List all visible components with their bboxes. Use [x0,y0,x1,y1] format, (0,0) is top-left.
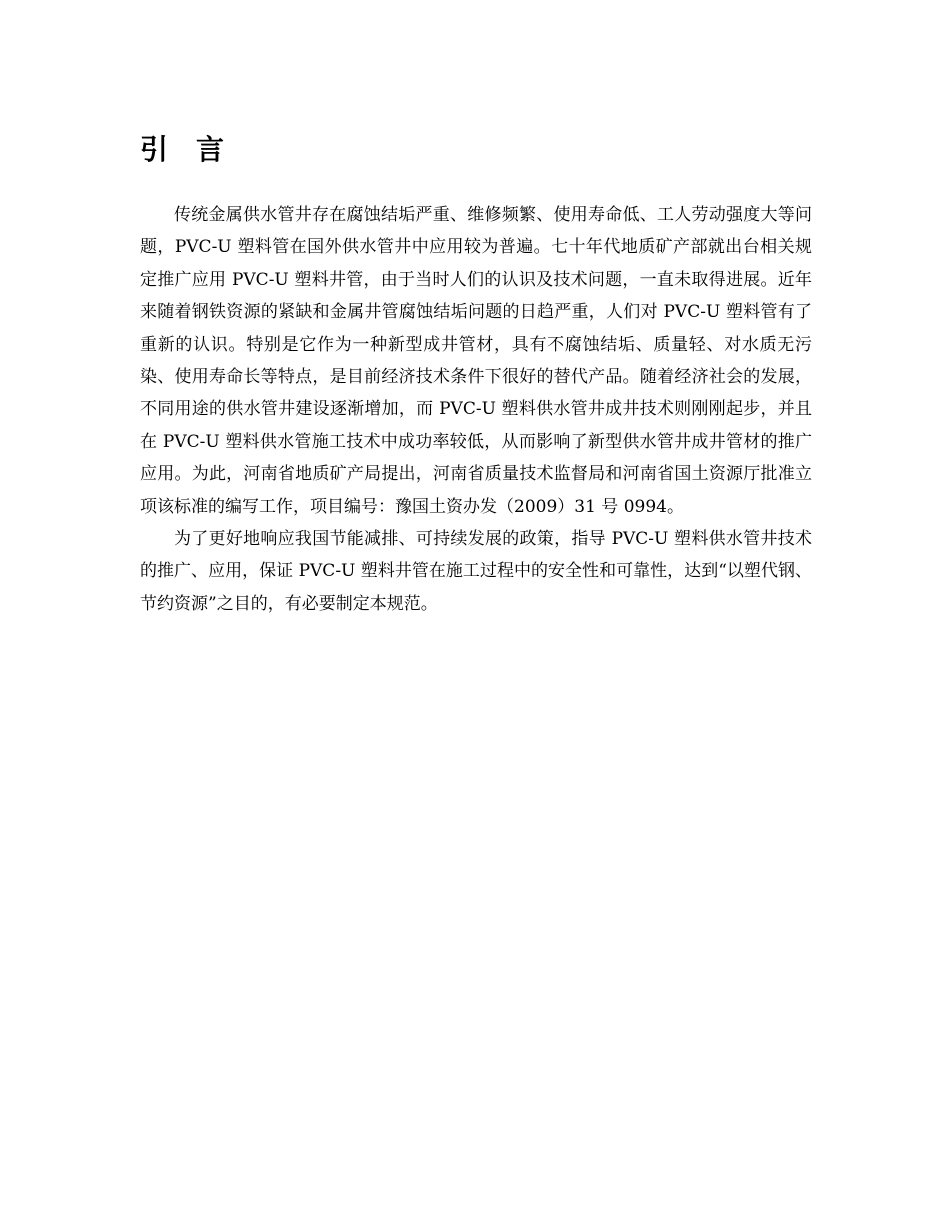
paragraph-1: 传统金属供水管井存在腐蚀结垢严重、维修频繁、使用寿命低、工人劳动强度大等问题，PVC-U 塑料管在国外供水管井中应用较为普遍。七十年代地质矿产部就出台相关规定推广应用 PVC-U 塑料井管，由于当时人们的认识及技术问题，一直未取得进展。近年来随着钢铁资源的紧缺和金属井管腐蚀结垢问题的日趋严重，人们对 PVC-U 塑料管有了重新的认识。特别是它作为一种新型成井管材，具有不腐蚀结垢、质量轻、对水质无污染、使用寿命长等特点，是目前经济技术条件下很好的替代产品。随着经济社会的发展，不同用途的供水管井建设逐渐增加，而 PVC-U 塑料供水管井成井技术则刚刚起步，并且在 PVC-U 塑料供水管施工技术中成功率较低，从而影响了新型供水管井成井管材的推广应用。为此，河南省地质矿产局提出，河南省质量技术监督局和河南省国土资源厅批准立项该标准的编写工作，项目编号：豫国土资办发（2009）31 号 0994。 [140,205,812,517]
paragraph-2: 为了更好地响应我国节能减排、可持续发展的政策，指导 PVC-U 塑料供水管井技术的推广、应用，保证 PVC-U 塑料井管在施工过程中的安全性和可靠性，达到“以塑代钢、节约资源”之目的，有必要制定本规范。 [140,529,812,614]
page-title: 引言 [140,133,253,166]
document-body [140,199,812,620]
